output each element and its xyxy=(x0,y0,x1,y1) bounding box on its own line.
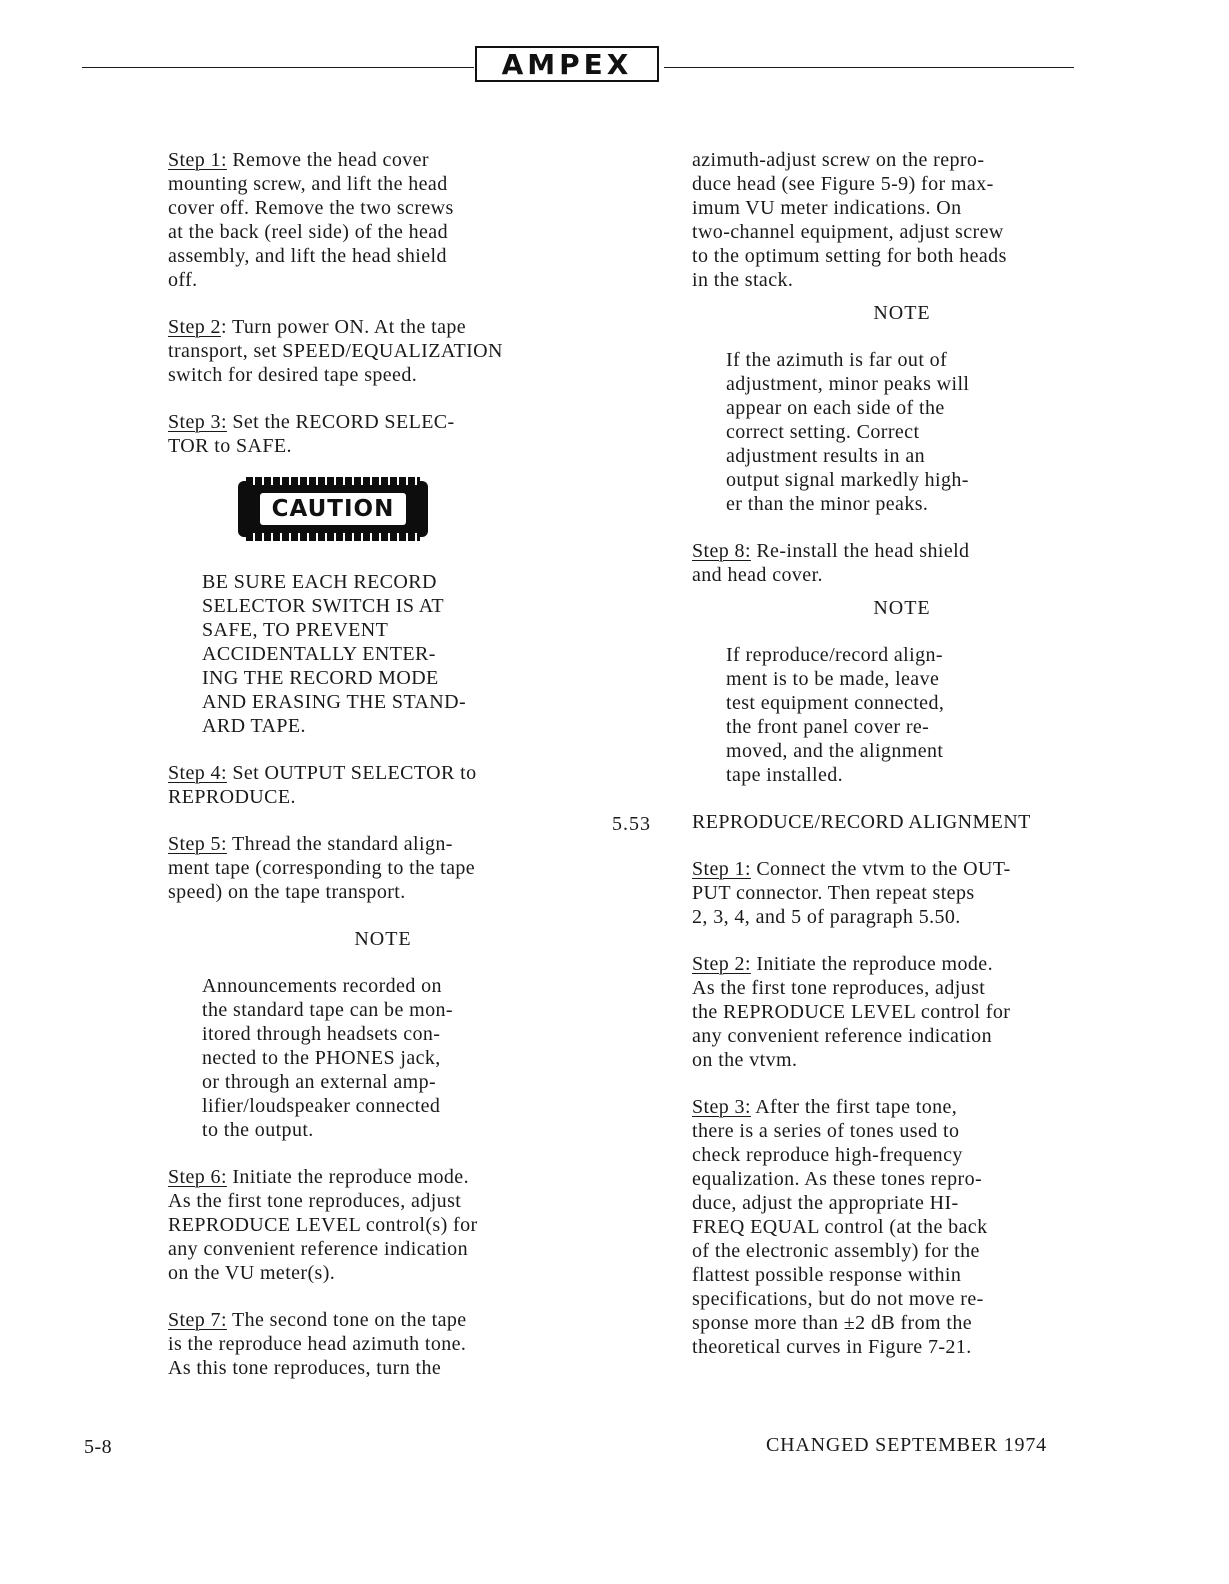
note-title: NOTE xyxy=(873,302,931,324)
section-title: REPRODUCE/RECORD ALIGNMENT xyxy=(692,811,1031,833)
section-step-1: Step 1: Connect the vtvm to the OUT- PUT connector. Then repeat steps 2, 3, 4, and 5 of paragraph 5.50. xyxy=(692,858,1011,928)
section-heading xyxy=(692,810,1112,834)
step-label: Step 8: xyxy=(692,540,751,562)
section-number: 5.53 xyxy=(612,813,651,835)
caution-badge xyxy=(238,481,428,537)
step-8: Step 8: Re-install the head shield and head cover. xyxy=(692,540,970,586)
step-label: Step 5: xyxy=(168,833,227,855)
step-label: Step 1: xyxy=(168,149,227,171)
note-text: Announcements recorded on the standard tape can be mon- itored through headsets con- nected to the PHONES jack, or through an external amp- lifier/loudspeaker connected to the output. xyxy=(202,975,453,1141)
section-step-3: Step 3: After the first tape tone, there is a series of tones used to check reproduce high-frequency equalization. As these tones repro- duce, adjust the appropriate HI- FREQ EQUAL control (at the back of the electronic assembly) for the flattest possible response within specifications, but do not move re- sponse more than ±2 dB from the theoretical curves in Figure 7-21. xyxy=(692,1096,988,1358)
step-2: Step 2: Turn power ON. At the tape transport, set SPEED/EQUALIZATION switch for desired tape speed. xyxy=(168,316,503,386)
note-text: If the azimuth is far out of adjustment, minor peaks will appear on each side of the correct setting. Correct adjustment results in an output signal markedly high- er than the minor peaks. xyxy=(726,349,970,515)
step-4: Step 4: Set OUTPUT SELECTOR to REPRODUCE. xyxy=(168,762,477,808)
step-7: Step 7: The second tone on the tape is the reproduce head azimuth tone. As this tone reproduces, turn the xyxy=(168,1309,467,1379)
ampex-logo: AMPEX xyxy=(475,46,659,82)
step-label: Step 1: xyxy=(692,858,751,880)
left-column xyxy=(168,148,598,1403)
step-3: Step 3: Set the RECORD SELEC- TOR to SAFE. xyxy=(168,411,455,457)
step-label: Step 6: xyxy=(168,1166,227,1188)
step-label: Step 3: xyxy=(692,1096,751,1118)
note-title: NOTE xyxy=(873,597,931,619)
step-6: Step 6: Initiate the reproduce mode. As the first tone reproduces, adjust REPRODUCE LEVEL control(s) for any convenient reference indication on the VU meter(s). xyxy=(168,1166,478,1284)
step-label: Step 4: xyxy=(168,762,227,784)
note-text: If reproduce/record align- ment is to be made, leave test equipment connected, the front panel cover re- moved, and the alignment tape installed. xyxy=(726,644,945,786)
page-number: 5-8 xyxy=(84,1436,113,1458)
note-title: NOTE xyxy=(354,928,412,950)
header-rule-left xyxy=(82,67,474,68)
step-label: Step 7: xyxy=(168,1309,227,1331)
section-step-2: Step 2: Initiate the reproduce mode. As the first tone reproduces, adjust the REPRODUCE LEVEL control for any convenient reference indication on the vtvm. xyxy=(692,953,1011,1071)
step-5: Step 5: Thread the standard align- ment tape (corresponding to the tape speed) on the tape transport. xyxy=(168,833,476,903)
caution-badge-wrap xyxy=(238,481,598,547)
header-rule-right xyxy=(664,67,1074,68)
caution-text: BE SURE EACH RECORD SELECTOR SWITCH IS AT SAFE, TO PREVENT ACCIDENTALLY ENTER- ING THE RECORD MODE AND ERASING THE STAND- ARD TAPE. xyxy=(202,571,467,737)
step-label: Step 2: xyxy=(692,953,751,975)
change-note: CHANGED SEPTEMBER 1974 xyxy=(766,1434,1047,1456)
step-1: Step 1: Remove the head cover mounting screw, and lift the head cover off. Remove the two screws at the back (reel side) of the head assembly, and lift the head shield off. xyxy=(168,149,454,291)
right-column xyxy=(692,148,1112,1382)
step-label: Step 2 xyxy=(168,316,221,338)
step-7-continued: azimuth-adjust screw on the repro- duce head (see Figure 5-9) for max- imum VU meter indications. On two-channel equipment, adjust screw to the optimum setting for both heads in the stack. xyxy=(692,149,1007,291)
step-label: Step 3: xyxy=(168,411,227,433)
caution-label: CAUTION xyxy=(260,493,407,525)
